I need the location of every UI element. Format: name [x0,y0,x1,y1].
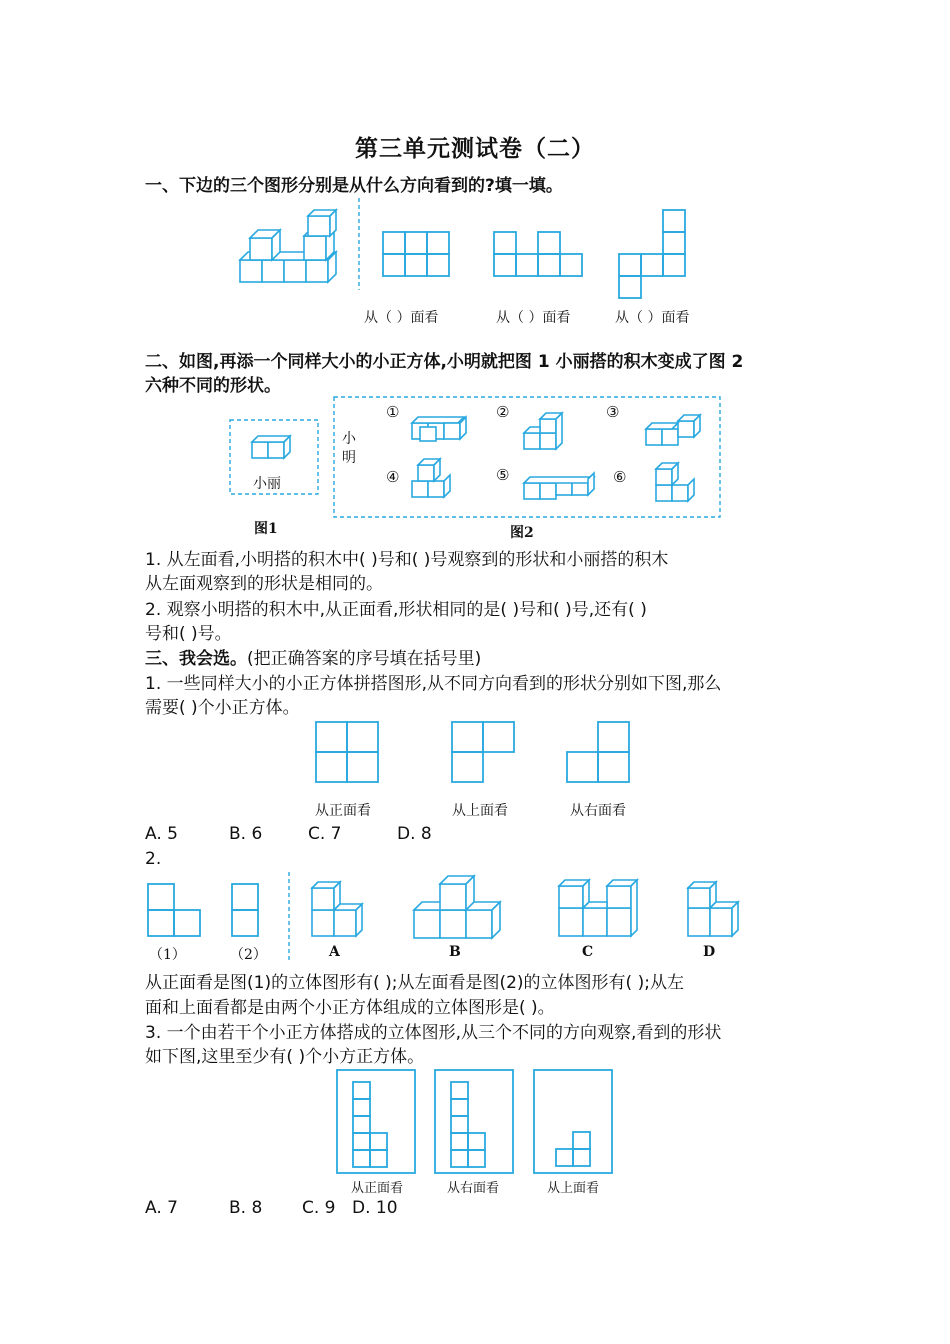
q3-item2-shape-d [688,882,742,940]
q3-item1-front-view [316,722,378,784]
q2-heading-line2: 六种不同的形状。 [145,376,281,396]
q3-item1-top-view [452,722,514,784]
q3-item2-view1-label: （1） [149,947,186,963]
q3-item1-caption-top: 从上面看 [452,803,508,819]
q2-number-6: ⑥ [613,468,627,486]
q2-number-1: ① [386,403,400,421]
q3-heading [145,647,481,671]
q3-item1-option-d: D. 8 [397,824,432,844]
q3-item3-caption-front: 从正面看 [351,1181,404,1196]
q2-number-2: ② [496,403,510,421]
q2-fig2-caption: 图2 [510,525,534,541]
q3-heading-rest: (把正确答案的序号填在括号里) [247,649,482,669]
q2-fig2-label-b: 明 [342,450,356,466]
q3-item2-divider [287,872,291,960]
q1-heading: 一、下边的三个图形分别是从什么方向看到的?填一填。 [145,176,563,196]
q3-item3-caption-top: 从上面看 [547,1181,600,1196]
q3-item1-caption-right: 从右面看 [570,803,626,819]
q2-sub1-line2: 从左面观察到的形状是相同的。 [145,574,383,594]
q2-number-3: ③ [606,403,620,421]
q3-item2-shape-d-label: D [703,944,716,960]
q1-view-b [494,232,582,276]
q3-item3-option-c: C. 9 [302,1198,336,1218]
q3-item2-line2: 面和上面看都是由两个小正方体组成的立体图形是( )。 [145,998,555,1018]
q3-item2-shape-a [312,882,368,940]
q3-item2-shape-b [414,874,500,940]
q2-number-4: ④ [386,468,400,486]
q3-item1-line1: 1. 一些同样大小的小正方体拼搭图形,从不同方向看到的形状分别如下图,那么 [145,674,722,694]
q3-item2-label: 2. [145,849,162,869]
q3-item3-line2: 如下图,这里至少有( )个小方正方体。 [145,1047,425,1067]
q3-item1-caption-front: 从正面看 [315,803,371,819]
q2-sub2-line2: 号和( )号。 [145,624,232,644]
q1-caption-c: 从（ ）面看 [615,310,690,326]
q3-item3-front-view [337,1070,417,1175]
q2-number-5: ⑤ [496,466,510,484]
q3-item3-option-d: D. 10 [352,1198,398,1218]
q3-item2-view2-label: （2） [230,947,267,963]
q3-item2-shape-a-label: A [329,944,340,960]
q3-heading-bold: 三、我会选。 [145,649,247,669]
q3-item2-view1 [148,884,200,938]
q3-item1-option-a: A. 5 [145,824,178,844]
q3-item2-shape-c [559,878,639,940]
q3-item3-option-a: A. 7 [145,1198,178,1218]
q3-item1-line2: 需要( )个小正方体。 [145,698,300,718]
q3-item3-right-view [435,1070,515,1175]
q3-item1-option-c: C. 7 [308,824,342,844]
q1-divider [357,198,361,290]
q2-sub2-line1: 2. 观察小明搭的积木中,从正面看,形状相同的是( )号和( )号,还有( ) [145,600,647,620]
q1-caption-b: 从（ ）面看 [496,310,571,326]
page-title: 第三单元测试卷（二） [355,135,595,162]
q3-item3-line1: 3. 一个由若干个小正方体搭成的立体图形,从三个不同的方向观察,看到的形状 [145,1023,722,1043]
q3-item2-shape-b-label: B [449,944,461,960]
q2-fig2-label-a: 小 [342,431,356,447]
q3-item1-right-view [567,722,629,784]
q3-item2-view2 [232,884,258,938]
q1-view-c [619,210,685,298]
q3-item3-option-b: B. 8 [229,1198,263,1218]
q3-item2-line1: 从正面看是图(1)的立体图形有( );从左面看是图(2)的立体图形有( );从左 [145,973,684,993]
q2-fig1-caption: 图1 [254,521,278,537]
q3-item3-top-view [534,1070,614,1175]
q2-heading-line1: 二、如图,再添一个同样大小的小正方体,小明就把图 1 小丽搭的积木变成了图 2 [145,352,744,372]
q2-fig1-label: 小丽 [253,476,281,492]
q1-caption-a: 从（ ）面看 [364,310,439,326]
q3-item3-caption-right: 从右面看 [447,1181,500,1196]
q1-iso-figure [238,210,338,285]
q3-item2-shape-c-label: C [582,944,594,960]
q2-sub1-line1: 1. 从左面看,小明搭的积木中( )号和( )号观察到的形状和小丽搭的积木 [145,550,669,570]
q3-item1-option-b: B. 6 [229,824,263,844]
q1-view-a [383,232,449,276]
